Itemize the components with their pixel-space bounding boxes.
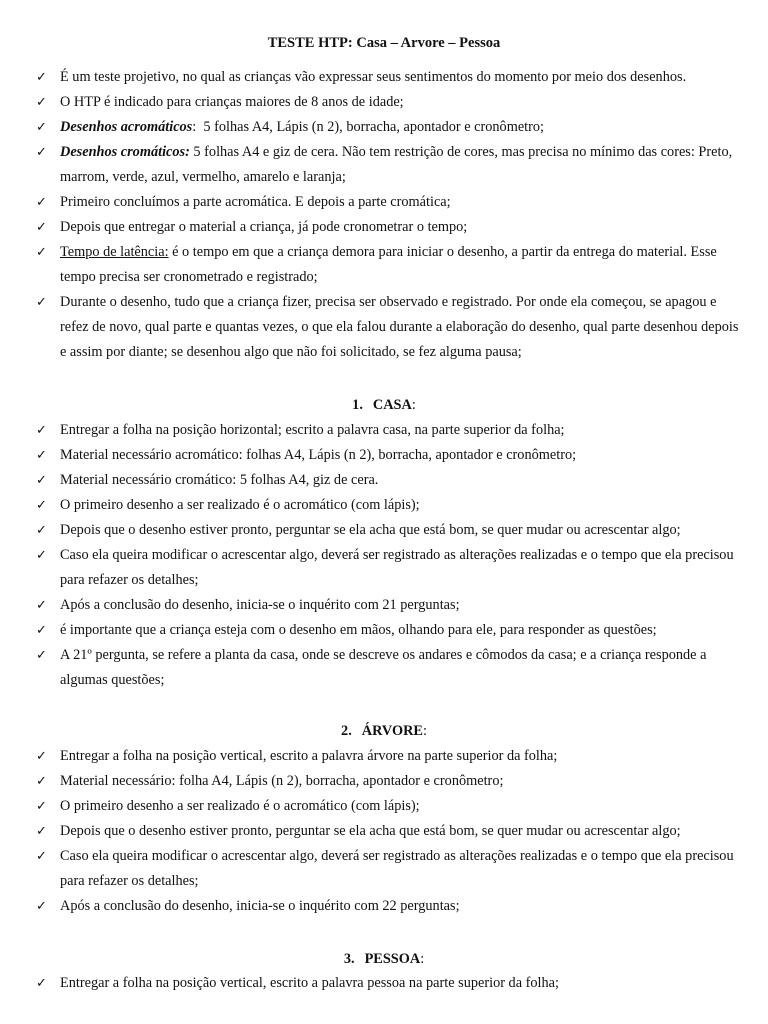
checkmark-icon: ✓ xyxy=(36,195,47,210)
checkmark-icon: ✓ xyxy=(36,448,47,463)
checkmark-icon: ✓ xyxy=(36,498,47,513)
list-item: ✓ Após a conclusão do desenho, inicia-se o inquérito com 21 perguntas; xyxy=(36,593,746,618)
checkmark-icon: ✓ xyxy=(36,749,47,764)
checkmark-icon: ✓ xyxy=(36,824,47,839)
list-item: ✓ Material necessário cromático: 5 folhas A4, giz de cera. xyxy=(36,468,746,493)
list-item: ✓ Entregar a folha na posição horizontal; escrito a palavra casa, na parte superior da folha; xyxy=(36,418,746,443)
list-item: ✓ Material necessário: folha A4, Lápis (n 2), borracha, apontador e cronômetro; xyxy=(36,769,746,794)
checkmark-icon: ✓ xyxy=(36,145,47,160)
checkmark-icon: ✓ xyxy=(36,523,47,538)
list-item: ✓ Entregar a folha na posição vertical, escrito a palavra pessoa na parte superior da folha; xyxy=(36,971,746,996)
checkmark-icon: ✓ xyxy=(36,774,47,789)
bold-italic-lead: Desenhos cromáticos: xyxy=(60,144,190,160)
underlined-lead: Tempo de latência: xyxy=(60,244,169,260)
list-item: ✓ Caso ela queira modificar o acrescentar algo, deverá ser registrado as alterações realizadas e o tempo que ela precisou para refazer os detalhes; xyxy=(36,844,746,894)
list-item: ✓ Tempo de latência: é o tempo em que a criança demora para iniciar o desenho, a partir da entrega do material. Esse tempo precisa ser cronometrado e registrado; xyxy=(36,240,746,290)
checkmark-icon: ✓ xyxy=(36,95,47,110)
page-title: TESTE HTP: Casa – Arvore – Pessoa xyxy=(267,35,501,51)
list-item: ✓ Desenhos cromáticos: 5 folhas A4 e giz de cera. Não tem restrição de cores, mas precisa no mínimo das cores: Preto, marrom, verde, azul, vermelho, amarelo e laranja; xyxy=(36,140,746,190)
checkmark-icon: ✓ xyxy=(36,799,47,814)
checkmark-icon: ✓ xyxy=(36,648,47,663)
list-item: ✓ Após a conclusão do desenho, inicia-se o inquérito com 22 perguntas; xyxy=(36,894,746,919)
list-item: ✓ Material necessário acromático: folhas A4, Lápis (n 2), borracha, apontador e cronômetro; xyxy=(36,443,746,468)
checkmark-icon: ✓ xyxy=(36,849,47,864)
checkmark-icon: ✓ xyxy=(36,120,47,135)
list-item: ✓ O primeiro desenho a ser realizado é o acromático (com lápis); xyxy=(36,794,746,819)
section-heading-arvore: 2. ÁRVORE: xyxy=(341,723,427,739)
intro-list xyxy=(36,65,746,365)
checkmark-icon: ✓ xyxy=(36,976,47,991)
checkmark-icon: ✓ xyxy=(36,220,47,235)
pessoa-list xyxy=(36,971,746,996)
list-item: ✓ Caso ela queira modificar o acrescentar algo, deverá ser registrado as alterações realizadas e o tempo que ela precisou para refazer os detalhes; xyxy=(36,543,746,593)
arvore-list xyxy=(36,744,746,919)
list-item: ✓ A 21º pergunta, se refere a planta da casa, onde se descreve os andares e cômodos da casa; e a criança responde a algumas questões; xyxy=(36,643,746,693)
list-item: ✓ Depois que entregar o material a criança, já pode cronometrar o tempo; xyxy=(36,215,746,240)
casa-list xyxy=(36,418,746,693)
list-item: ✓ Desenhos acromáticos: 5 folhas A4, Lápis (n 2), borracha, apontador e cronômetro; xyxy=(36,115,746,140)
list-item: ✓ Durante o desenho, tudo que a criança fizer, precisa ser observado e registrado. Por onde ela começou, se apagou e refez de novo, qual parte e quantas vezes, o que ela falou durante a elaboração do desenho, qual parte desenhou depois e assim por diante; se desenhou algo que não foi solicitado, se fez alguma pausa; xyxy=(36,290,746,365)
bold-italic-lead: Desenhos acromáticos xyxy=(60,119,193,135)
list-item: ✓ Depois que o desenho estiver pronto, perguntar se ela acha que está bom, se quer mudar ou acrescentar algo; xyxy=(36,819,746,844)
section-heading-casa: 1. CASA: xyxy=(352,397,416,413)
checkmark-icon: ✓ xyxy=(36,70,47,85)
checkmark-icon: ✓ xyxy=(36,899,47,914)
list-item: ✓ É um teste projetivo, no qual as crianças vão expressar seus sentimentos do momento por meio dos desenhos. xyxy=(36,65,746,90)
list-item: ✓ O primeiro desenho a ser realizado é o acromático (com lápis); xyxy=(36,493,746,518)
checkmark-icon: ✓ xyxy=(36,548,47,563)
list-item: ✓ Depois que o desenho estiver pronto, perguntar se ela acha que está bom, se quer mudar ou acrescentar algo; xyxy=(36,518,746,543)
checkmark-icon: ✓ xyxy=(36,598,47,613)
list-item: ✓ Entregar a folha na posição vertical, escrito a palavra árvore na parte superior da folha; xyxy=(36,744,746,769)
list-item: ✓ Primeiro concluímos a parte acromática. E depois a parte cromática; xyxy=(36,190,746,215)
checkmark-icon: ✓ xyxy=(36,295,47,310)
checkmark-icon: ✓ xyxy=(36,423,47,438)
list-item: ✓ O HTP é indicado para crianças maiores de 8 anos de idade; xyxy=(36,90,746,115)
checkmark-icon: ✓ xyxy=(36,623,47,638)
list-item: ✓ é importante que a criança esteja com o desenho em mãos, olhando para ele, para responder as questões; xyxy=(36,618,746,643)
checkmark-icon: ✓ xyxy=(36,473,47,488)
checkmark-icon: ✓ xyxy=(36,245,47,260)
section-heading-pessoa: 3. PESSOA: xyxy=(343,951,425,967)
